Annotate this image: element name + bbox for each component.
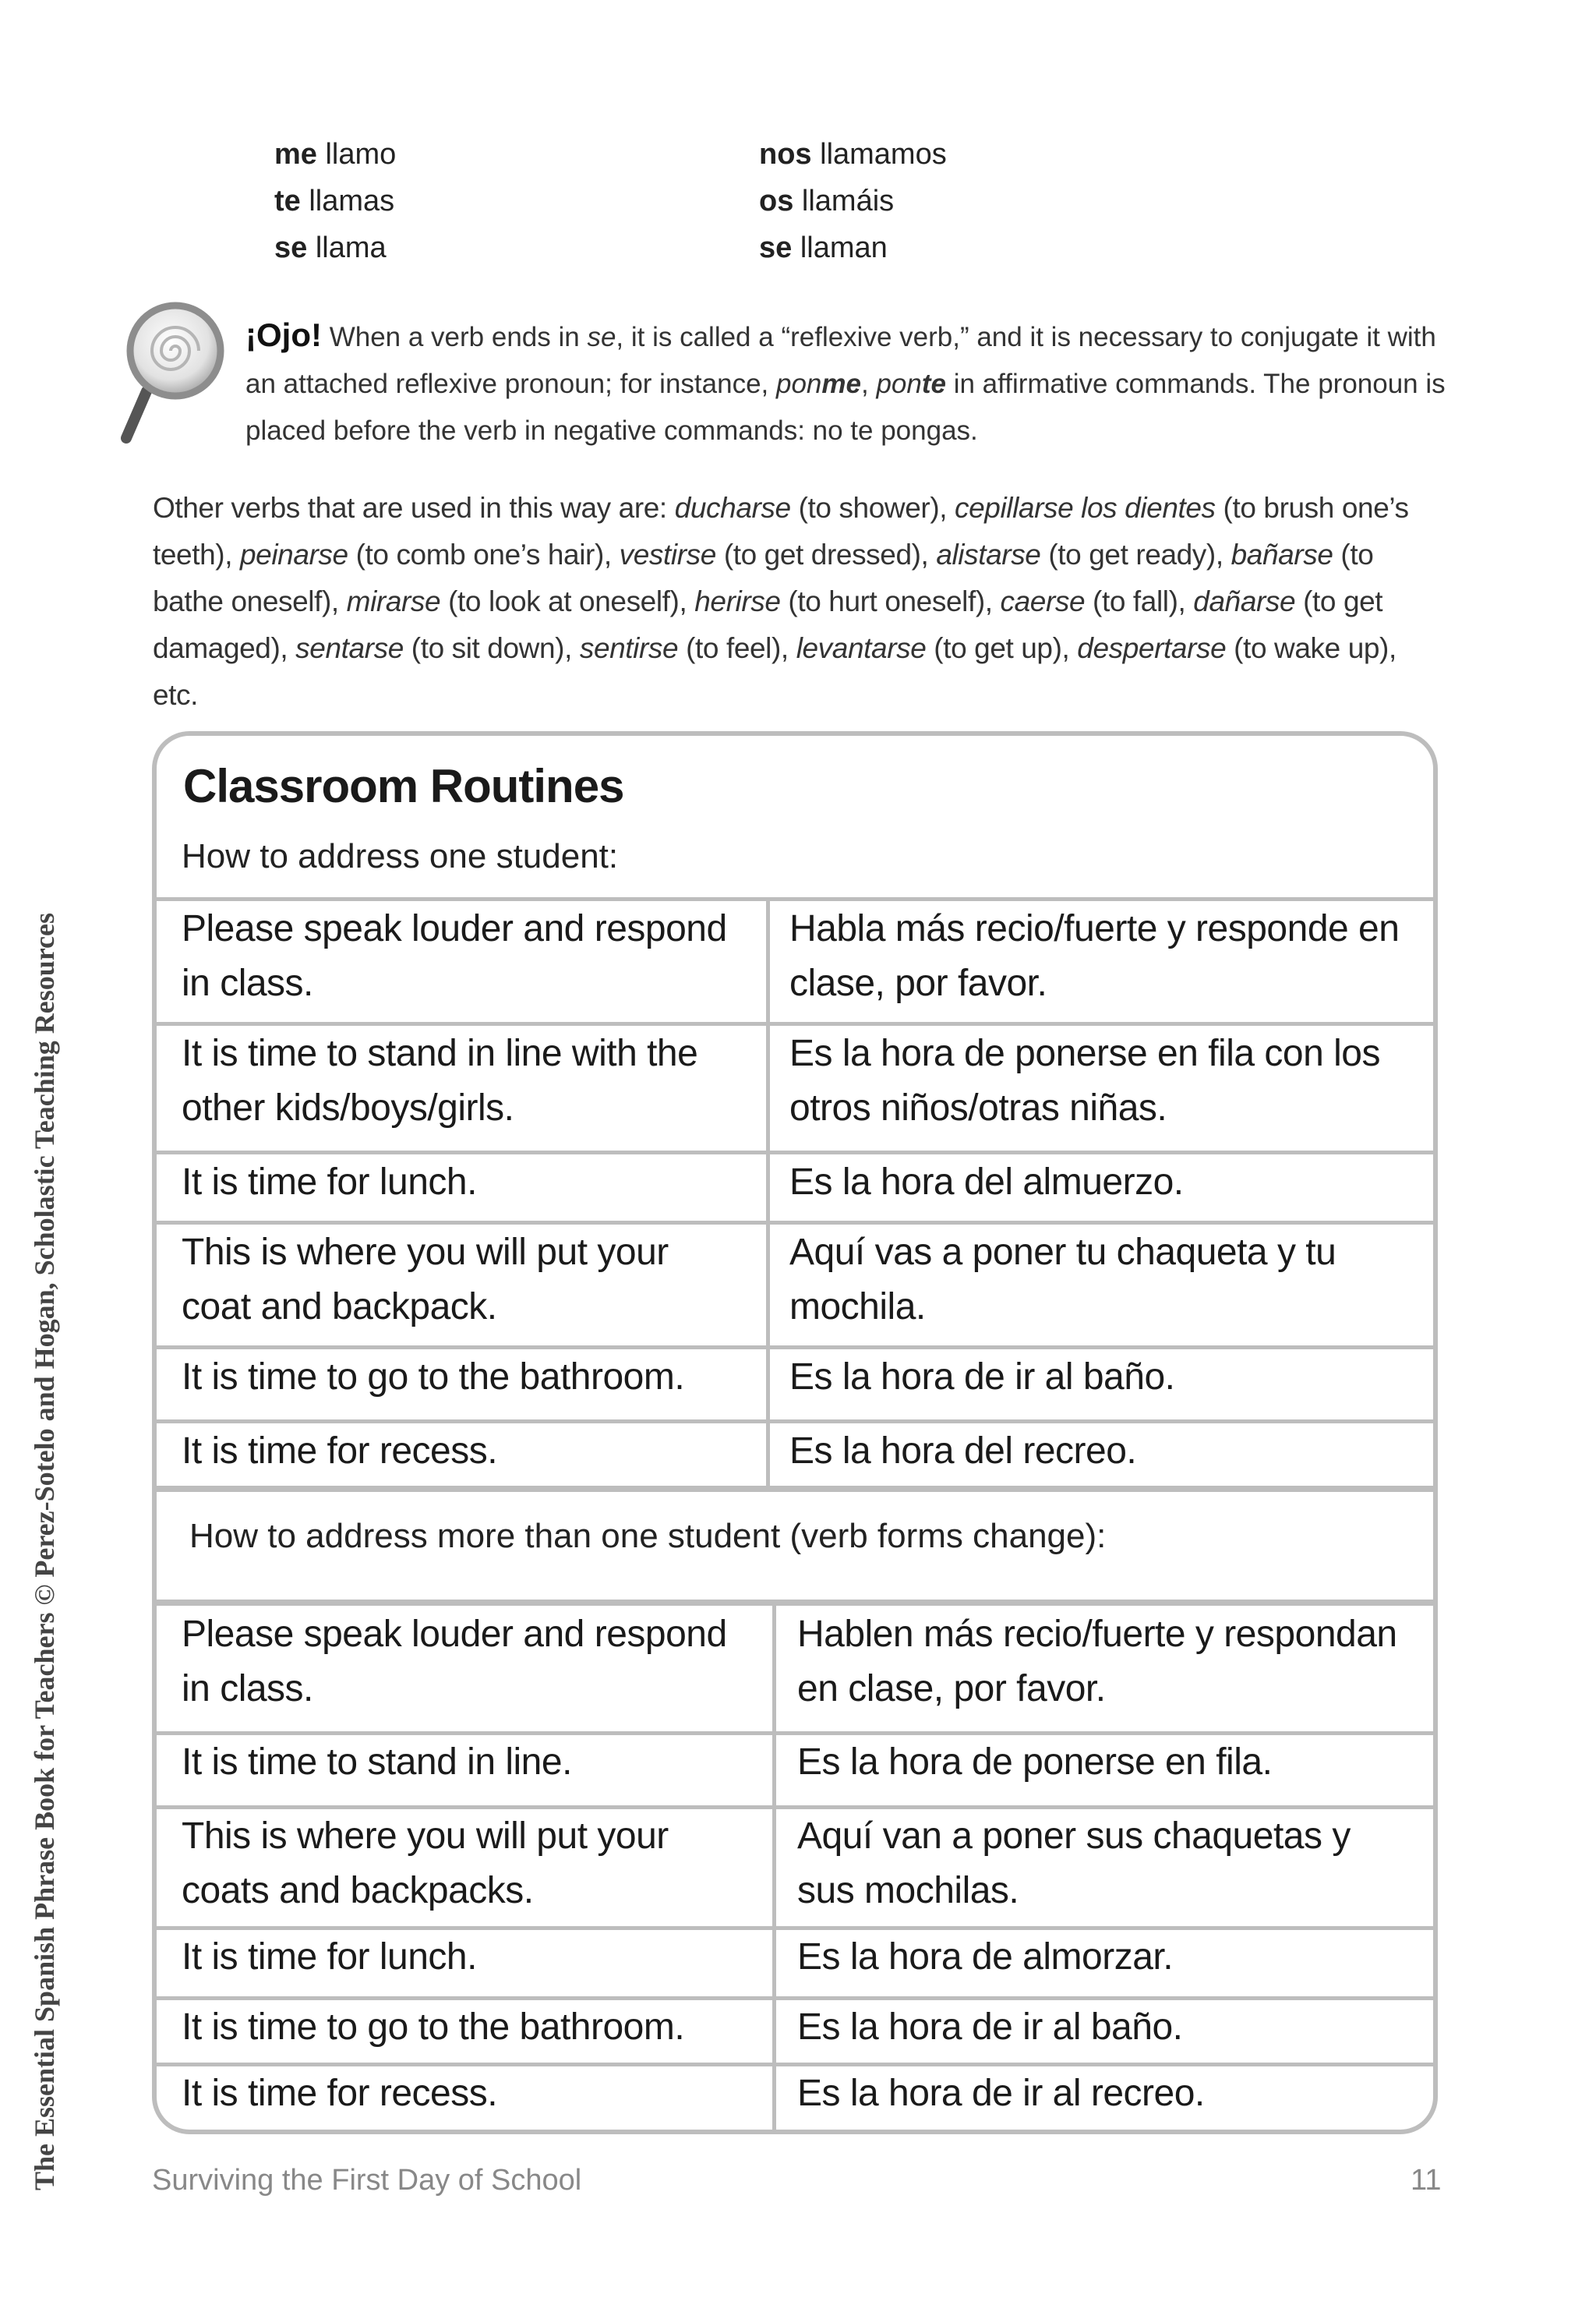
paragraph-text: (to fall), <box>1085 585 1194 617</box>
paragraph-text: (to sit down), <box>403 632 580 664</box>
paragraph-text: (to feel), <box>678 632 796 664</box>
english-phrase-cell: It is time for lunch. <box>182 1936 477 1978</box>
spanish-phrase-cell: Hablen más recio/fuerte y respondan en clase, por favor. <box>797 1614 1397 1709</box>
verb-term: despertarse <box>1077 632 1227 664</box>
table-rule <box>157 1151 1433 1154</box>
verb-term: cepillarse los dientes <box>955 492 1216 524</box>
table-rule <box>157 1486 1433 1492</box>
ojo-example: pon <box>775 369 822 399</box>
ojo-note <box>117 298 1457 454</box>
routines-title: Classroom Routines <box>183 760 624 812</box>
table-rule <box>157 1345 1433 1349</box>
paragraph-text: (to get up), <box>926 632 1078 664</box>
page-number: 11 <box>1411 2164 1442 2197</box>
english-phrase-cell: It is time for recess. <box>182 1430 498 1472</box>
english-phrase-cell: This is where you will put your coats and backpacks. <box>182 1815 669 1911</box>
pronoun: me <box>274 138 317 171</box>
one-student-subheading: How to address one student: <box>182 837 619 875</box>
verb-term: bañarse <box>1231 539 1333 571</box>
verb-term: dañarse <box>1193 585 1296 617</box>
verb-term: sentarse <box>295 632 404 664</box>
spanish-phrase-cell: Aquí van a poner sus chaquetas y sus mochilas. <box>797 1815 1351 1911</box>
paragraph-text: Other verbs that are used in this way are: <box>153 492 675 524</box>
verb-term: ducharse <box>674 492 791 524</box>
english-phrase-cell: Please speak louder and respond in class. <box>182 908 727 1004</box>
spanish-phrase-cell: Habla más recio/fuerte y responde en clase, por favor. <box>789 908 1400 1004</box>
english-phrase-cell: It is time for lunch. <box>182 1161 477 1203</box>
ojo-emphasis: se <box>587 322 616 352</box>
conjugation-line <box>759 131 1149 178</box>
english-phrase-cell: It is time to go to the bathroom. <box>182 1356 685 1398</box>
paragraph-text: (to look at oneself), <box>440 585 695 617</box>
ojo-text-part: , <box>860 369 877 399</box>
verb-term: caerse <box>1000 585 1086 617</box>
conjugation-line <box>274 131 664 178</box>
conjugation-line <box>759 224 1149 271</box>
ojo-text-part: When a verb ends in <box>321 322 588 352</box>
ojo-text-part: , it is called a “reflexive verb,” and it is necessary to conjugate it with an attached reflexive pronoun; for instance, <box>245 322 1436 399</box>
other-verbs-paragraph <box>153 485 1439 719</box>
side-copyright: The Essential Spanish Phrase Book for Teachers © Perez-Sotelo and Hogan, Scholastic Teaching Resources <box>29 912 60 2190</box>
english-phrase-cell: It is time to stand in line with the other kids/boys/girls. <box>182 1033 698 1129</box>
table-column-rule <box>766 897 770 1486</box>
verb-term: peinarse <box>239 539 348 571</box>
more-students-subheading: How to address more than one student (verb forms change): <box>189 1517 1107 1555</box>
ojo-label: ¡Ojo! <box>245 316 322 353</box>
ojo-text <box>245 312 1461 454</box>
conjugation-line <box>759 178 1149 224</box>
paragraph-text: (to shower), <box>790 492 955 524</box>
table-rule <box>157 1221 1433 1225</box>
magnifying-glass-icon <box>117 298 226 454</box>
spanish-phrase-cell: Es la hora del recreo. <box>789 1430 1137 1472</box>
verb-form: llamáis <box>793 185 895 217</box>
verb-term: sentirse <box>579 632 679 664</box>
english-phrase-cell: It is time for recess. <box>182 2073 498 2114</box>
verb-form: llaman <box>792 232 888 264</box>
paragraph-text: (to get damaged), <box>153 585 1383 664</box>
spanish-phrase-cell: Es la hora de almorzar. <box>797 1936 1174 1978</box>
ojo-example: pon <box>876 369 922 399</box>
verb-term: herirse <box>694 585 781 617</box>
english-phrase-cell: Please speak louder and respond in class. <box>182 1614 727 1709</box>
spanish-phrase-cell: Es la hora de ir al baño. <box>789 1356 1175 1398</box>
paragraph-text: (to brush one’s teeth), <box>153 492 1409 571</box>
spanish-phrase-cell: Es la hora de ir al baño. <box>797 2006 1183 2048</box>
table-column-rule <box>772 1600 776 2134</box>
english-phrase-cell: It is time to stand in line. <box>182 1741 572 1783</box>
conjugation-plural <box>759 131 1149 271</box>
verb-form: llamo <box>316 138 397 171</box>
verb-form: llamamos <box>811 138 947 171</box>
verb-term: alistarse <box>936 539 1041 571</box>
spanish-phrase-cell: Es la hora de ponerse en fila con los otros niños/otras niñas. <box>789 1033 1380 1129</box>
pronoun: se <box>759 232 793 264</box>
verb-form: llama <box>307 232 387 264</box>
paragraph-text: (to get dressed), <box>715 539 937 571</box>
spanish-phrase-cell: Es la hora de ponerse en fila. <box>797 1741 1273 1783</box>
verb-term: levantarse <box>796 632 927 664</box>
spanish-phrase-cell: Es la hora de ir al recreo. <box>797 2073 1205 2114</box>
paragraph-text: (to bathe oneself), <box>153 539 1374 617</box>
pronoun: te <box>274 185 301 217</box>
pronoun: os <box>759 185 794 217</box>
conjugation-singular <box>274 131 664 271</box>
paragraph-text: (to comb one’s hair), <box>348 539 620 571</box>
table-rule <box>157 897 1433 901</box>
spanish-phrase-cell: Aquí vas a poner tu chaqueta y tu mochila. <box>789 1232 1336 1327</box>
spanish-phrase-cell: Es la hora del almuerzo. <box>789 1161 1184 1203</box>
paragraph-text: (to wake up), etc. <box>153 632 1396 711</box>
english-phrase-cell: This is where you will put your coat and backpack. <box>182 1232 669 1327</box>
ojo-example-pronoun: te <box>921 369 946 399</box>
conjugation-line <box>274 178 664 224</box>
paragraph-text: (to get ready), <box>1040 539 1231 571</box>
english-phrase-cell: It is time to go to the bathroom. <box>182 2006 685 2048</box>
conjugation-line <box>274 224 664 271</box>
ojo-example-pronoun: me <box>821 369 861 399</box>
paragraph-text: (to hurt oneself), <box>780 585 1001 617</box>
verb-term: vestirse <box>619 539 716 571</box>
classroom-routines-box <box>152 731 1438 2134</box>
verb-term: mirarse <box>346 585 441 617</box>
table-rule <box>157 1022 1433 1026</box>
footer-chapter-title: Surviving the First Day of School <box>152 2164 582 2197</box>
ojo-text-part: in affirmative commands. The pronoun is placed before the verb in negative commands: no te pongas. <box>245 369 1446 446</box>
pronoun: se <box>274 232 308 264</box>
pronoun: nos <box>759 138 812 171</box>
table-rule <box>157 1600 1433 1606</box>
table-rule <box>157 1419 1433 1423</box>
verb-form: llamas <box>300 185 395 217</box>
